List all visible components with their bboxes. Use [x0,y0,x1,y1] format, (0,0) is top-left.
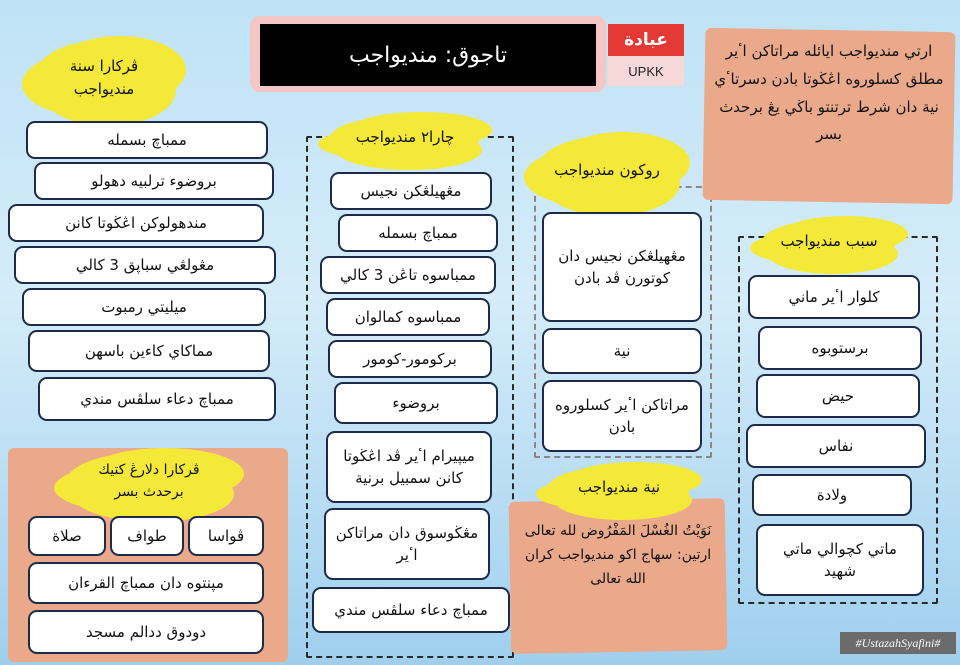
sebab-item: حيض [756,374,920,418]
niat-meaning: ارتين: سهاج اكو منديواجب كران الله تعالى [524,547,712,587]
cara-item: ممباچ دعاء سلڤس مندي [312,587,510,633]
larangan-item: ڤواسا [188,516,264,556]
sebab-item: ولادة [752,474,912,516]
sunat-item: مندهولوكن اڠڬوتا كانن [8,204,264,242]
sunat-item: ممباچ دعاء سلڤس مندي [38,377,276,421]
rukun-item: مڠهيلڠكن نجيس دان كوتورن ڤد بادن [542,212,702,322]
rukun-heading: روكون منديواجب [536,136,678,206]
cara-item: بركومور-كومور [328,340,492,378]
definition-text: ارتي منديواجب ايائله مراتاكن اٴير مطلق كسلوروه اڠڬوتا بادن دسرتاٴي نية دان شرط ترتنتو باڬي يڠ برحدث بسر [714,42,944,144]
rukun-item: مراتاكن اٴير كسلوروه بادن [542,380,702,452]
subject-badge [608,24,684,86]
cara-item: ممباچ بسمله [338,214,498,252]
sunat-item: ممباچ بسمله [26,121,268,159]
larangan-heading: ڤركارا دلارڠ كتيك برحدث بسر [66,452,232,512]
larangan-item: دودوق ددالم مسجد [28,610,264,654]
sebab-item: كلوار اٴير ماني [748,275,920,319]
sebab-item: نفاس [746,424,926,468]
watermark: #UstazahSyafini# [840,632,956,654]
cara-heading: چارا٢ منديواجب [330,116,480,160]
niat-arabic: نَوَيْتُ الغُسْلَ المَفْرُوض لله تعالى [524,523,712,539]
cara-item: بروضوء [334,382,498,424]
larangan-item: طواف [110,516,184,556]
sunat-item: بروضوء ترلبيه دهولو [34,162,274,200]
larangan-item: صلاة [28,516,106,556]
rukun-item: نية [542,328,702,374]
cara-item: مڠهيلڠكن نجيس [330,172,492,210]
cara-item: ممباسوه تاڠن 3 كالي [320,256,496,294]
sunat-heading: ڤركارا سنة منديواجب [34,40,174,116]
page-title: تاجوق: منديواجب [260,24,596,86]
cara-item: ميڽيرام اٴير ڤد اڠڬوتا كانن سمبيل برنية [326,431,492,503]
cara-item: ممباسوه كمالوان [326,298,490,336]
sebab-item: برستوبوه [758,326,922,370]
sunat-item: مڠولڠي سباپق 3 كالي [14,246,276,284]
subject-badge-top: عبادة [608,24,684,56]
subject-badge-bottom: UPKK [608,56,684,86]
sunat-item: مماكاي كاءين باسهن [28,330,270,372]
sunat-item: ميليتي رمبوت [22,288,266,326]
larangan-item: مپنتوه دان ممباچ القرءان [28,562,264,604]
sebab-item: ماتي كچوالي ماتي شهيد [756,524,924,596]
niat-heading: نية منديواجب [548,466,690,510]
sebab-heading: سبب منديواجب [762,220,896,264]
cara-item: مڠڬوسوق دان مراتاكن اٴير [324,508,490,580]
